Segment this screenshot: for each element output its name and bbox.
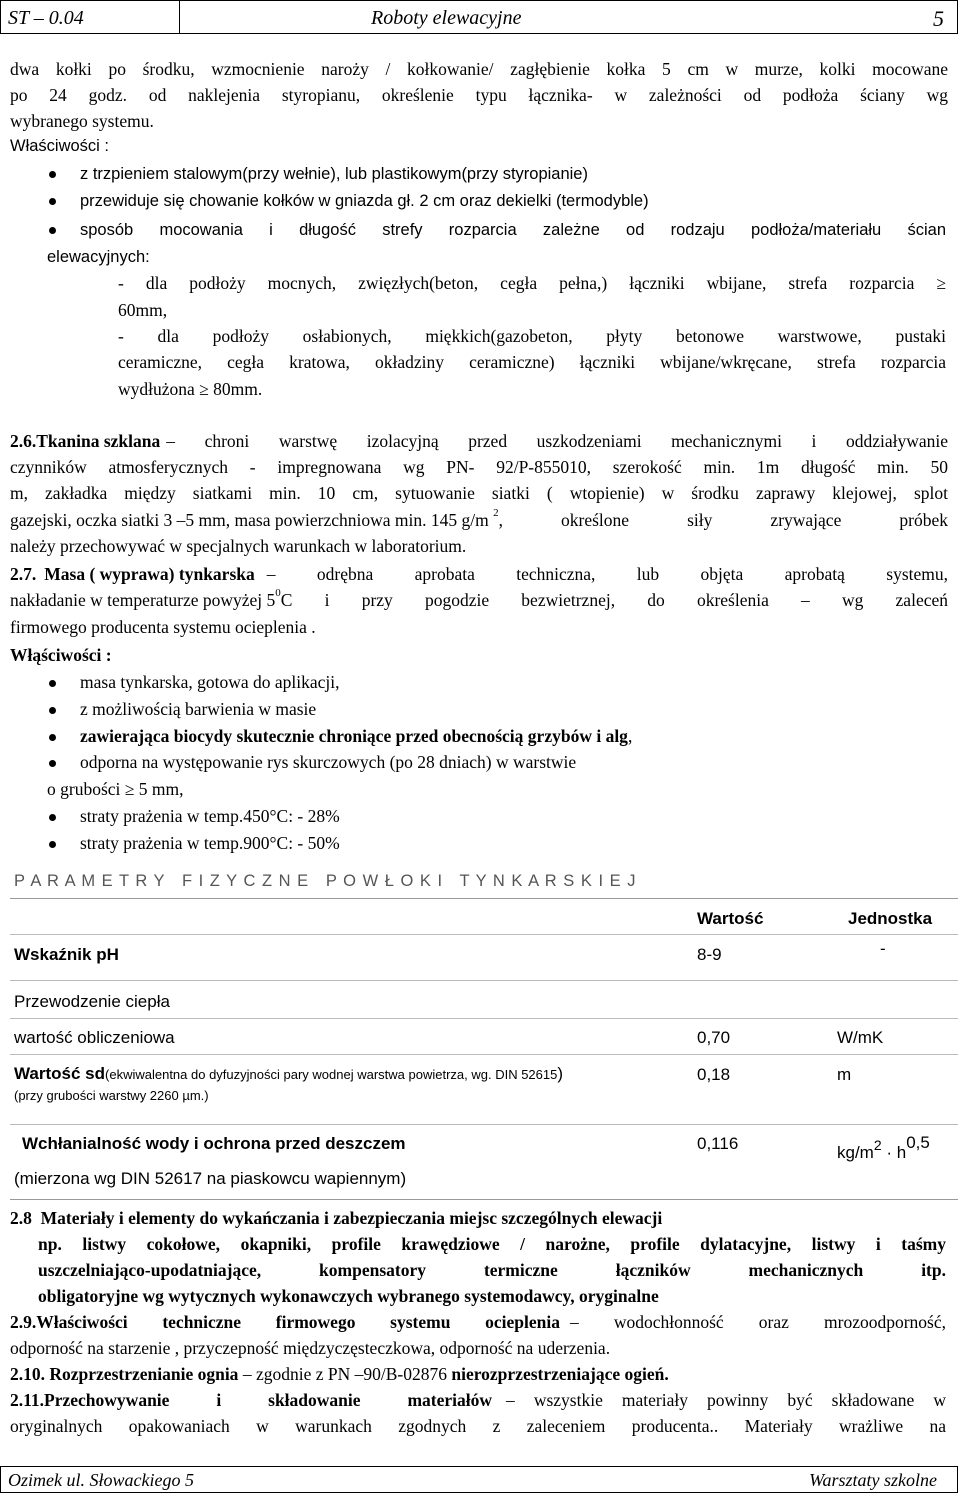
ph-value: 8-9 <box>697 945 722 964</box>
section-2-8-line: np. listwy cokołowe, okapniki, profile krawędziowe / narożne, profile dylatacyjne, listwy i taśmy <box>38 1234 946 1254</box>
properties-heading: Właściwości : <box>10 137 110 155</box>
section-2-8-heading <box>10 1210 662 1228</box>
section-title: Materiały i elementy do wykańczania i zabezpieczania miejsc szczególnych elewacji <box>40 1208 663 1228</box>
unit-text: · h <box>881 1143 907 1162</box>
page-header <box>0 0 958 34</box>
heat-conduction-label: Przewodzenie ciepła <box>14 992 170 1011</box>
sd-label <box>14 1065 563 1082</box>
section-number: 2.7. <box>10 564 37 584</box>
property-item: z możliwością barwienia w masie <box>80 699 317 719</box>
footer-name: Warsztaty szkolne <box>809 1470 937 1490</box>
property-item-cont: elewacyjnych: <box>47 248 150 266</box>
section-2-6-line: m, zakładka między siatkami min. 10 cm, sytuowanie siatki ( wtopienie) w środku zaprawy klejowej, splot <box>10 483 948 503</box>
substrate-strong-cont: 60mm, <box>118 300 168 320</box>
punctuation: , <box>627 726 633 746</box>
superscript: 2 <box>493 507 499 519</box>
section-number: 2.9. <box>10 1312 37 1332</box>
bullet-icon <box>49 760 56 767</box>
bullet-icon <box>49 680 56 687</box>
section-text-bold: nierozprzestrzeniające ogień. <box>451 1364 669 1384</box>
absorption-value: 0,116 <box>697 1134 739 1153</box>
property-item: straty prażenia w temp.900°C: - 50% <box>80 833 340 853</box>
section-text: C i przy pogodzie bezwietrznej, do określenia – wg zaleceń <box>280 590 948 610</box>
column-header-unit: Jednostka <box>848 909 933 928</box>
section-2-7-line: firmowego producenta systemu ocieplenia . <box>10 617 316 637</box>
spec-code: ST – 0.04 <box>8 7 84 29</box>
section-2-6-line <box>10 507 948 530</box>
substrate-strong: - dla podłoży mocnych, zwięzłych(beton, cegła pełna,) łączniki wbijane, strefa rozparcia ≥ <box>118 273 946 293</box>
calc-value-label: wartość obliczeniowa <box>14 1028 175 1047</box>
section-number: 2.11. <box>10 1390 45 1410</box>
section-text: gazejski, oczka siatki 3 –5 mm, masa powierzchniowa min. 145 g/m <box>10 510 494 530</box>
column-header-value: Wartość <box>697 909 764 928</box>
section-title: Właściwości techniczne firmowego systemu ocieplenia <box>36 1312 560 1332</box>
para1-line1: dwa kołki po środku, wzmocnienie naroży / kołkowanie/ zagłębienie kołka 5 cm w murze, kolki mocowane <box>10 59 948 79</box>
section-2-9-line: odporność na starzenie , przyczepność międzyczęsteczkowa, odporność na uderzenia. <box>10 1338 611 1358</box>
substrate-weak: - dla podłoży osłabionych, miękkich(gazobeton, płyty betonowe warstwowe, pustaki <box>118 326 946 346</box>
superscript: 0,5 <box>906 1133 930 1152</box>
section-number: 2.6. <box>10 431 37 451</box>
property-item-cont: o grubości ≥ 5 mm, <box>47 779 184 799</box>
absorption-label: Wchłanialność wody i ochrona przed deszczem <box>22 1134 406 1153</box>
section-text: , określone siły zrywające próbek <box>498 510 948 530</box>
bullet-icon <box>49 841 56 848</box>
superscript: 0 <box>275 587 281 599</box>
section-2-11-line: oryginalnych opakowaniach w warunkach zgodnych z zaleceniem producenta.. Materiały wrażliwe na <box>10 1416 946 1436</box>
section-2-7-heading <box>10 566 948 584</box>
bullet-icon <box>49 227 56 234</box>
para1-line2: po 24 godz. od naklejenia styropianu, określenie typu łącznika- w zależności od podłoża ściany wg <box>10 85 948 105</box>
property-item: masa tynkarska, gotowa do aplikacji, <box>80 672 340 692</box>
bullet-icon <box>49 198 56 205</box>
property-item: odporna na występowanie rys skurczowych (po 28 dniach) w warstwie <box>80 752 577 772</box>
bullet-icon <box>49 734 56 741</box>
section-2-6-line: czynników atmosferycznych - impregnowana wg PN- 92/P-855010, szerokość min. 1m długość min. 50 <box>10 457 948 477</box>
table-rule <box>10 898 958 899</box>
section-title: Przechowywanie i składowanie materiałów <box>44 1390 492 1410</box>
table-rule <box>10 1054 958 1055</box>
property-item: z trzpieniem stalowym(przy wełnie), lub plastikowym(przy styropianie) <box>80 165 588 183</box>
sd-value: 0,18 <box>697 1065 731 1084</box>
section-title: Rozprzestrzenianie ognia <box>49 1364 239 1384</box>
table-rule <box>10 1018 958 1019</box>
section-title: Masa ( wyprawa) tynkarska <box>44 564 255 584</box>
section-2-8-line: obligatoryjne wg wytycznych wykonawczych wybranego systemodawcy, oryginalne <box>38 1286 659 1306</box>
property-item <box>80 728 632 746</box>
section-number: 2.10. <box>10 1364 45 1384</box>
para1-line3: wybranego systemu. <box>10 111 154 131</box>
bullet-icon <box>49 707 56 714</box>
properties-heading: Włąściwości : <box>10 645 112 665</box>
section-text: – odrębna aprobata techniczna, lub objęta aprobatą systemu, <box>266 564 948 584</box>
property-item: przewiduje się chowanie kołków w gniazda gł. 2 cm oraz dekielki (termodyble) <box>80 192 649 210</box>
section-text: – zgodnie z PN –90/B-02876 <box>242 1364 447 1384</box>
section-2-6-line: należy przechowywać w specjalnych warunkach w laboratorium. <box>10 536 467 556</box>
sd-label-text: Wartość sd <box>14 1064 106 1083</box>
sd-note-thickness: (przy grubości warstwy 2260 µm.) <box>14 1088 209 1103</box>
section-2-8-line: uszczelniająco-upodatniające, kompensatory termiczne łączników mechanicznych itp. <box>38 1260 946 1280</box>
footer-address: Ozimek ul. Słowackiego 5 <box>8 1470 194 1490</box>
substrate-weak-cont2: wydłużona ≥ 80mm. <box>118 379 263 399</box>
page-footer <box>0 1466 958 1493</box>
section-text: nakładanie w temperaturze powyżej 5 <box>10 590 276 610</box>
punctuation: ) <box>557 1064 564 1083</box>
calc-value: 0,70 <box>697 1028 731 1047</box>
section-2-10-heading <box>10 1366 669 1384</box>
bullet-icon <box>49 171 56 178</box>
section-2-9-heading <box>10 1314 946 1332</box>
header-title: Roboty elewacyjne <box>371 7 522 29</box>
unit-text: kg/m <box>837 1143 874 1162</box>
page-number: 5 <box>933 6 944 31</box>
section-text: – wodochłonność oraz mrozoodporność, <box>570 1312 946 1332</box>
ph-label: Wskaźnik pH <box>14 945 119 964</box>
property-item: sposób mocowania i długość strefy rozparcia zależne od rodzaju podłoża/materiału ścian <box>80 221 946 239</box>
calc-unit: W/mK <box>837 1028 884 1047</box>
sd-unit: m <box>837 1065 852 1084</box>
table-rule <box>10 1124 958 1125</box>
section-2-11-heading <box>10 1392 946 1410</box>
sd-note: (ekwiwalentna do dyfuzyjności pary wodnej warstwa powietrza, wg. DIN 52615 <box>105 1067 558 1082</box>
absorption-note: (mierzona wg DIN 52617 na piaskowcu wapiennym) <box>14 1169 407 1188</box>
header-divider <box>179 1 180 34</box>
property-item: straty prażenia w temp.450°C: - 28% <box>80 806 340 826</box>
section-title: Tkanina szklana <box>36 431 161 451</box>
section-text: – chroni warstwę izolacyjną przed uszkodzeniami mechanicznymi i oddziaływanie <box>166 431 948 451</box>
superscript: 2 <box>873 1137 882 1153</box>
table-rule <box>10 934 958 935</box>
bullet-icon <box>49 814 56 821</box>
section-2-6-heading <box>10 433 948 451</box>
substrate-weak-cont: ceramiczne, cegła kratowa, okładziny ceramiczne) łączniki wbijane/wkręcane, strefa rozparcia <box>118 352 946 372</box>
section-text: – wszystkie materiały powinny być składowane w <box>506 1390 946 1410</box>
absorption-unit <box>837 1133 930 1162</box>
property-item-bold: zawierająca biocydy skutecznie chroniące przed obecnością grzybów i alg <box>80 726 628 746</box>
table-rule <box>10 980 958 981</box>
section-number: 2.8 <box>10 1208 32 1228</box>
table-rule <box>10 1199 958 1200</box>
ph-unit: - <box>880 939 886 958</box>
parameters-heading: P A R A M E T R Y F I Z Y C Z N E P O W Ł O K I T Y N K A R S K I E J <box>14 872 637 890</box>
section-2-7-line <box>10 587 948 610</box>
